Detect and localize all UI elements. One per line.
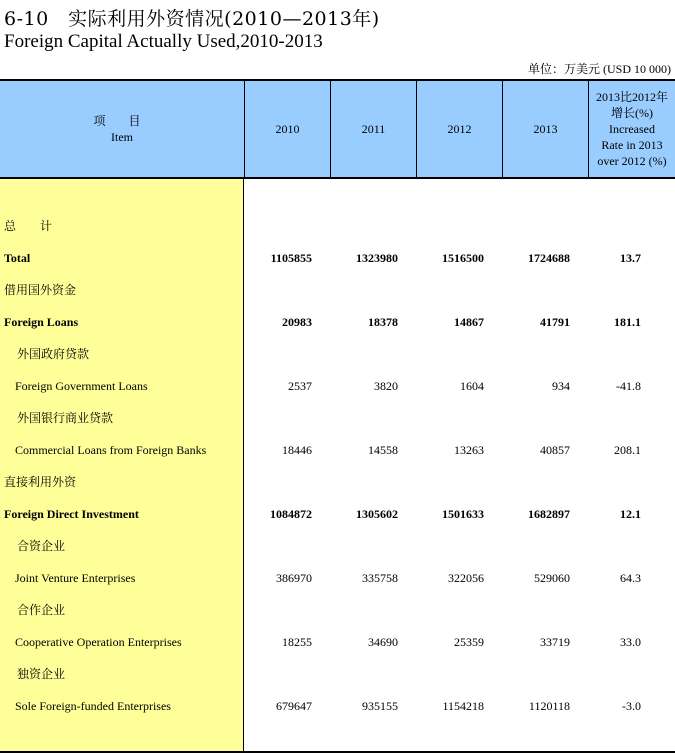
header-year-2013 — [502, 81, 588, 177]
table-row — [0, 344, 675, 364]
table-row — [0, 472, 675, 492]
header-rate-line: over 2012 (%) — [597, 154, 667, 168]
row-label: Joint Venture Enterprises — [15, 571, 136, 585]
row-label: Foreign Loans — [4, 315, 79, 329]
cell-value-2010: 2537 — [288, 379, 312, 393]
cell-growth-rate: 33.0 — [620, 635, 641, 649]
header-year-label: 2011 — [361, 122, 386, 136]
row-label: Foreign Government Loans — [15, 379, 148, 393]
cell-value-2010: 1105855 — [270, 251, 312, 265]
header-item — [0, 81, 244, 177]
cell-value-2013: 1724688 — [528, 251, 570, 265]
cell-growth-rate: 64.3 — [620, 571, 641, 585]
table-row — [0, 568, 675, 588]
cell-value-2012: 1516500 — [442, 251, 484, 265]
header-item-cn: 项 目 — [93, 114, 151, 128]
table-title-english: Foreign Capital Actually Used,2010-2013 — [4, 31, 323, 52]
row-label: 借用国外资金 — [4, 283, 77, 297]
cell-growth-rate: 13.7 — [620, 251, 641, 265]
cell-value-2012: 322056 — [448, 571, 484, 585]
cell-value-2010: 679647 — [276, 699, 312, 713]
cell-value-2012: 25359 — [454, 635, 484, 649]
row-label: 独资企业 — [17, 667, 66, 681]
row-label: Commercial Loans from Foreign Banks — [15, 443, 207, 457]
cell-value-2011: 1323980 — [356, 251, 398, 265]
cell-value-2011: 14558 — [368, 443, 398, 457]
cell-growth-rate: 181.1 — [614, 315, 641, 329]
header-item-en: Item — [111, 130, 133, 144]
row-label: 直接利用外资 — [4, 475, 77, 489]
table-row — [0, 216, 675, 236]
table-row — [0, 632, 675, 652]
header-rate-line: 增长(%) — [611, 106, 653, 120]
table-row — [0, 600, 675, 620]
header-rate-line: Increased — [609, 122, 655, 136]
cell-value-2010: 386970 — [276, 571, 312, 585]
cell-value-2011: 34690 — [368, 635, 398, 649]
header-rate-line: 2013比2012年 — [595, 90, 668, 104]
cell-growth-rate: -3.0 — [622, 699, 641, 713]
table-row — [0, 664, 675, 684]
cell-value-2011: 3820 — [374, 379, 398, 393]
cell-value-2010: 1084872 — [270, 507, 312, 521]
row-label: Total — [4, 251, 31, 265]
cell-value-2012: 14867 — [454, 315, 484, 329]
cell-value-2011: 935155 — [362, 699, 398, 713]
table-row — [0, 536, 675, 556]
header-year-label: 2012 — [447, 122, 472, 136]
table-row — [0, 248, 675, 268]
header-year-label: 2010 — [275, 122, 300, 136]
cell-value-2013: 41791 — [540, 315, 570, 329]
header-growth-rate — [588, 81, 675, 177]
cell-value-2010: 18255 — [282, 635, 312, 649]
row-label: Sole Foreign-funded Enterprises — [15, 699, 171, 713]
header-year-label: 2013 — [533, 122, 558, 136]
table-row — [0, 312, 675, 332]
row-label: Foreign Direct Investment — [4, 507, 139, 521]
row-label: 合资企业 — [17, 539, 66, 553]
cell-value-2010: 20983 — [282, 315, 312, 329]
header-year-2012 — [416, 81, 502, 177]
cell-value-2012: 1604 — [460, 379, 484, 393]
row-label: Cooperative Operation Enterprises — [15, 635, 182, 649]
row-label: 合作企业 — [17, 603, 66, 617]
row-label: 外国政府贷款 — [17, 347, 90, 361]
table-row — [0, 504, 675, 524]
table-row — [0, 280, 675, 300]
cell-value-2013: 1682897 — [528, 507, 570, 521]
cell-value-2012: 1501633 — [442, 507, 484, 521]
cell-value-2010: 18446 — [282, 443, 312, 457]
cell-value-2011: 1305602 — [356, 507, 398, 521]
cell-value-2013: 934 — [552, 379, 570, 393]
table-row — [0, 696, 675, 716]
cell-value-2013: 529060 — [534, 571, 570, 585]
cell-value-2013: 40857 — [540, 443, 570, 457]
cell-value-2012: 13263 — [454, 443, 484, 457]
cell-growth-rate: -41.8 — [616, 379, 641, 393]
table-title-chinese: 6-10 实际利用外资情况(2010—2013年) — [4, 8, 380, 30]
header-year-2011 — [330, 81, 416, 177]
table-row — [0, 408, 675, 428]
header-rate-line: Rate in 2013 — [601, 138, 663, 152]
table-row — [0, 376, 675, 396]
header-year-2010 — [244, 81, 330, 177]
row-label: 外国银行商业贷款 — [17, 411, 114, 425]
cell-value-2013: 33719 — [540, 635, 570, 649]
cell-value-2011: 18378 — [368, 315, 398, 329]
row-label: 总 计 — [4, 219, 53, 233]
unit-note: 单位：万美元 (USD 10 000) — [528, 62, 671, 76]
bottom-rule — [0, 751, 675, 753]
table-row — [0, 440, 675, 460]
cell-value-2013: 1120118 — [528, 699, 570, 713]
cell-value-2011: 335758 — [362, 571, 398, 585]
cell-growth-rate: 208.1 — [614, 443, 641, 457]
cell-value-2012: 1154218 — [442, 699, 484, 713]
cell-growth-rate: 12.1 — [620, 507, 641, 521]
